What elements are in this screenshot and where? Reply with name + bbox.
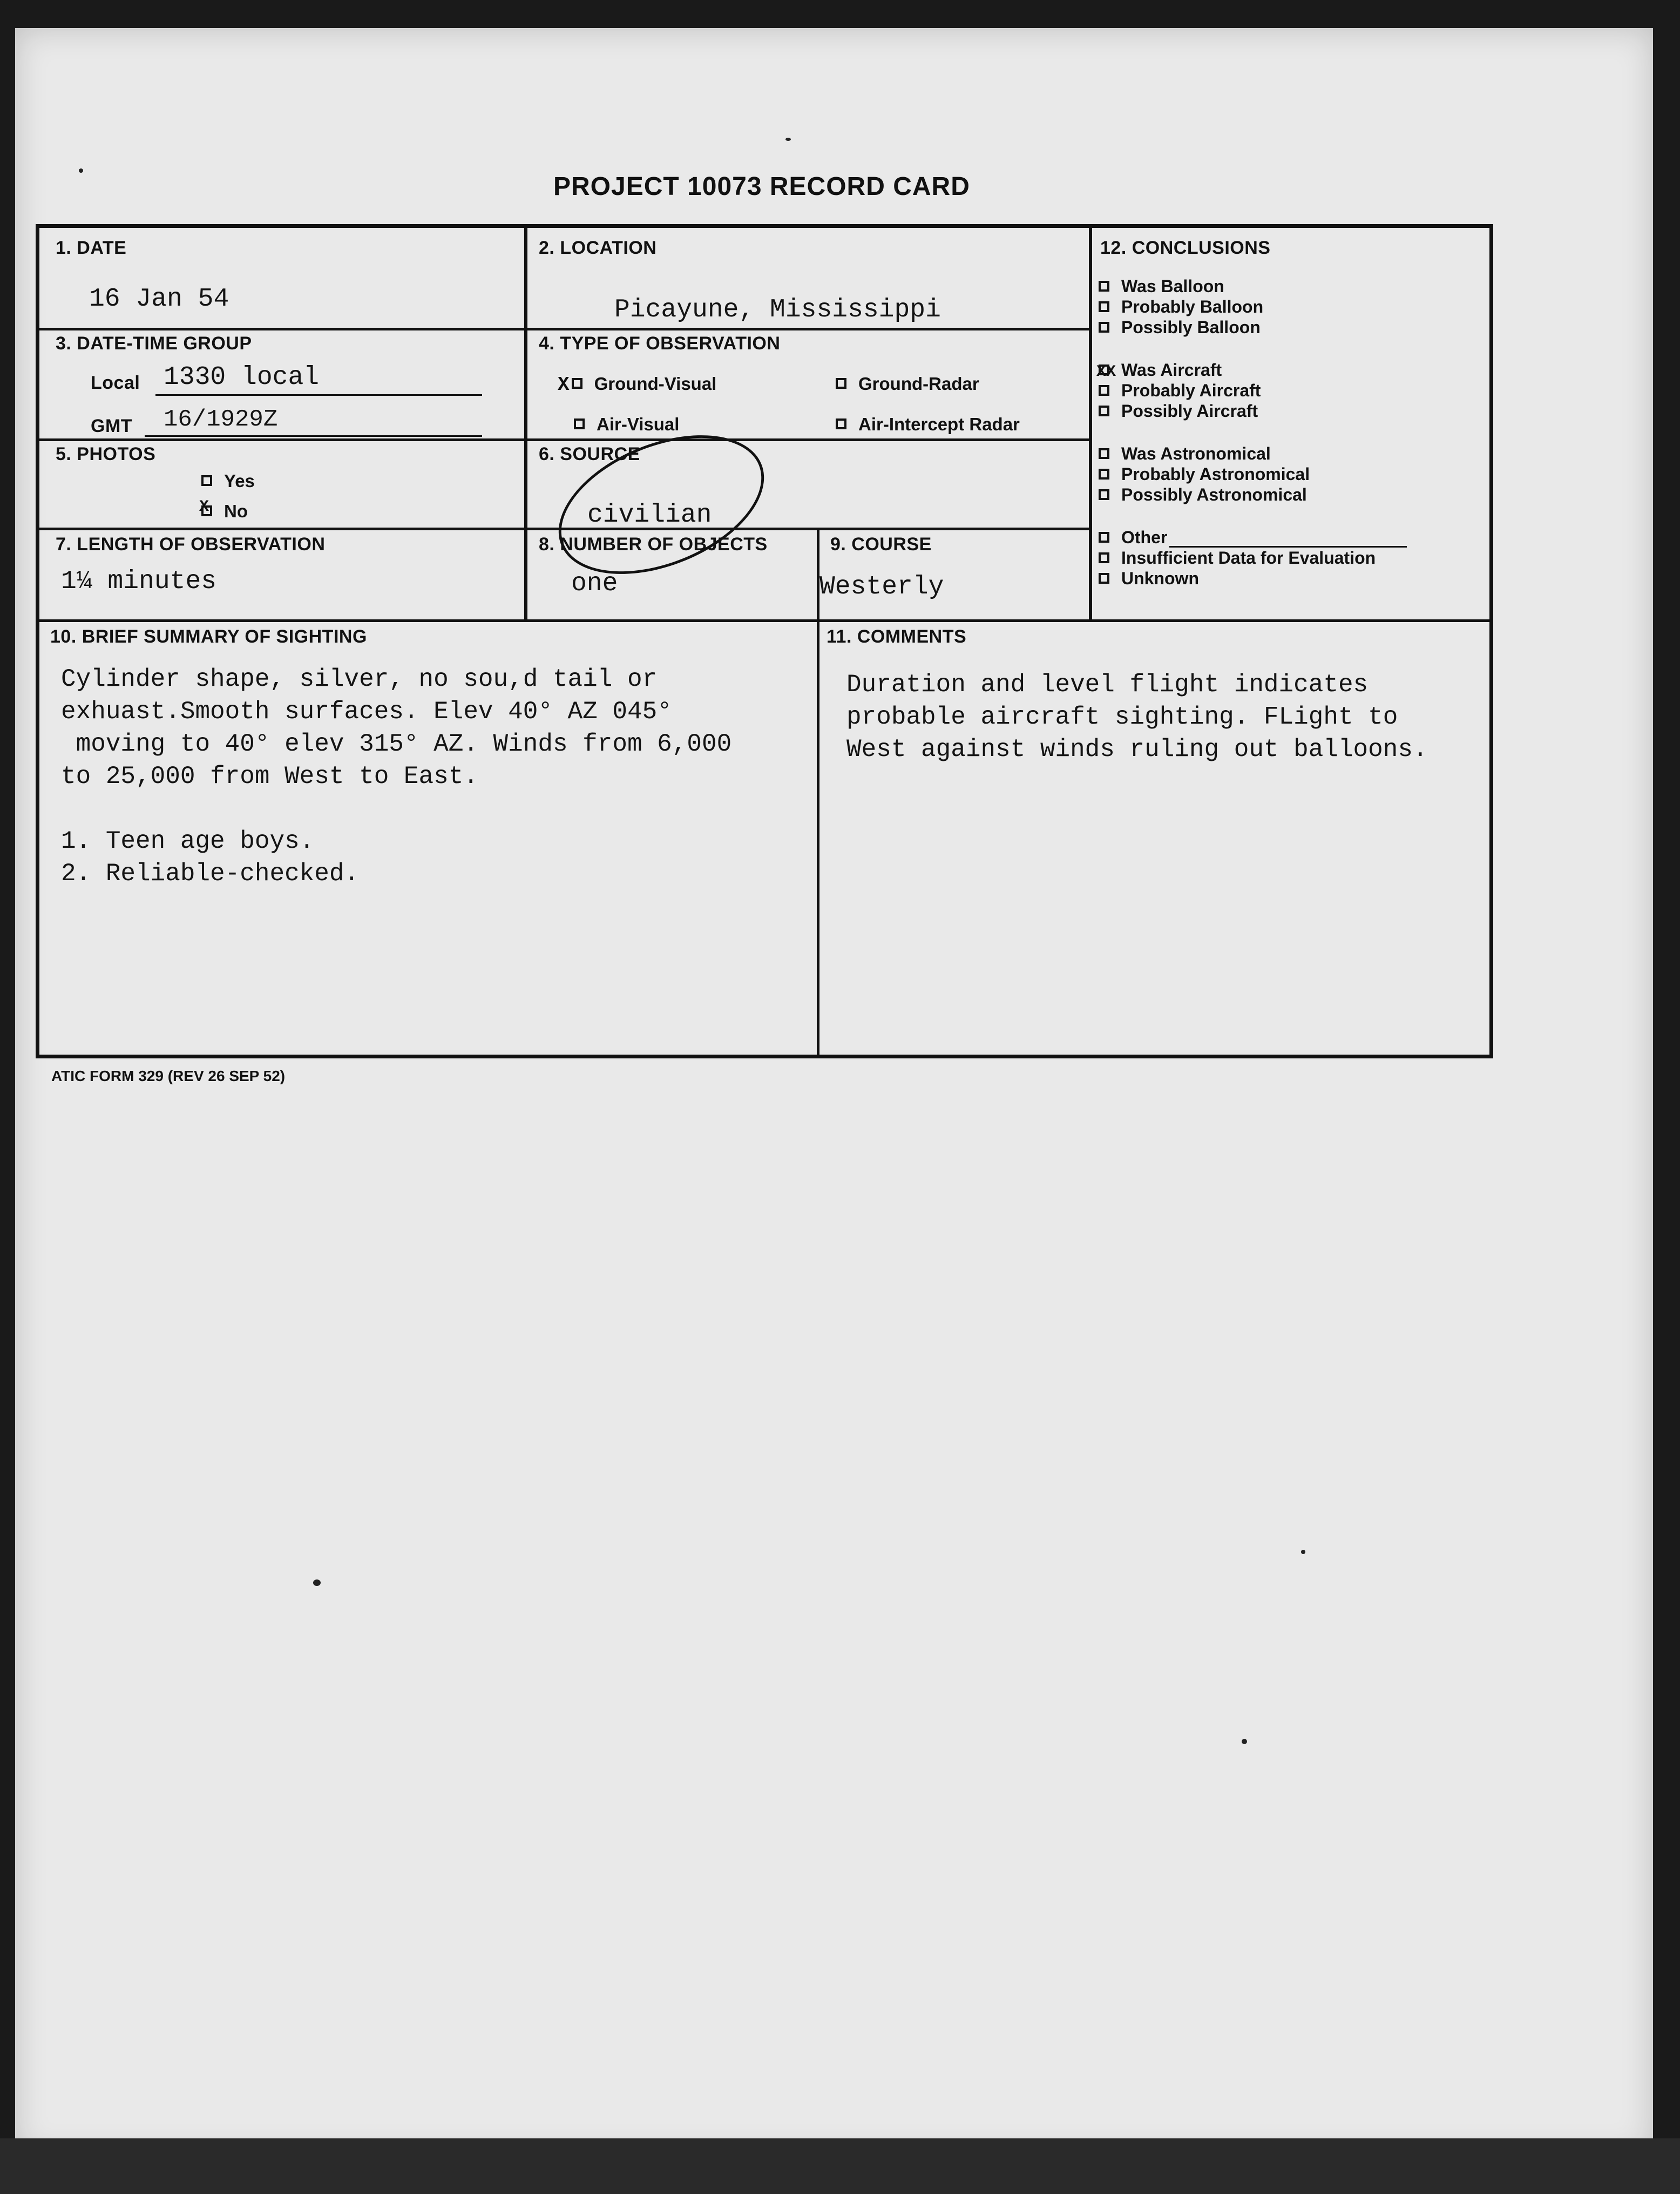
form-number: ATIC FORM 329 (REV 26 SEP 52) xyxy=(51,1068,286,1084)
course-value: Westerly xyxy=(819,572,944,602)
observation-type-label: 4. TYPE OF OBSERVATION xyxy=(539,333,781,354)
checkbox-icon xyxy=(836,378,846,389)
checkbox-icon xyxy=(1099,385,1109,396)
other-underline xyxy=(1169,546,1407,548)
checkbox-icon xyxy=(1099,573,1109,584)
checkbox-icon xyxy=(572,378,582,389)
scan-speck xyxy=(785,138,791,141)
record-card xyxy=(36,224,1493,1058)
summary-line: to 25,000 from West to East. xyxy=(61,762,478,791)
conclusion-option: Probably Aircraft xyxy=(1099,381,1261,401)
conclusion-option: Unknown xyxy=(1099,569,1199,589)
comments-label: 11. COMMENTS xyxy=(827,626,967,647)
summary-label: 10. BRIEF SUMMARY OF SIGHTING xyxy=(50,626,367,647)
comment-line: Duration and level flight indicates xyxy=(846,671,1369,699)
location-label: 2. LOCATION xyxy=(539,238,657,258)
option-photos-yes: Yes xyxy=(201,471,255,491)
checkbox-icon xyxy=(1099,448,1109,459)
checkbox-icon xyxy=(1099,281,1109,292)
checkbox-icon xyxy=(201,475,212,486)
option-ground-visual: X Ground-Visual xyxy=(558,374,717,396)
option-photos-no: X No xyxy=(199,498,248,521)
photos-label: 5. PHOTOS xyxy=(56,444,156,464)
scan-border xyxy=(0,2138,1680,2194)
conclusion-option: Possibly Aircraft xyxy=(1099,401,1258,421)
summary-line: moving to 40° elev 315° AZ. Winds from 6,000 xyxy=(61,730,732,758)
location-value: Picayune, Mississippi xyxy=(614,295,941,325)
date-label: 1. DATE xyxy=(56,238,127,258)
local-time-value: 1330 local xyxy=(164,363,320,392)
checkbox-icon xyxy=(1099,406,1109,416)
dtg-label: 3. DATE-TIME GROUP xyxy=(56,333,252,354)
comment-line: probable aircraft sighting. FLight to xyxy=(846,703,1398,731)
check-mark: X xyxy=(558,374,570,396)
scan-speck xyxy=(1301,1550,1305,1554)
objects-label: 8. NUMBER OF OBJECTS xyxy=(539,534,768,555)
source-label: 6. SOURCE xyxy=(539,444,640,464)
checkbox-icon xyxy=(836,418,846,429)
length-value: 1¼ minutes xyxy=(61,567,217,596)
checkbox-icon xyxy=(1099,532,1109,543)
check-mark: X xyxy=(199,498,209,516)
local-label: Local xyxy=(91,373,140,393)
option-ground-radar: Ground-Radar xyxy=(836,374,979,394)
conclusion-option: Was Balloon xyxy=(1099,276,1224,296)
conclusion-option: Other xyxy=(1099,528,1407,548)
scan-speck xyxy=(313,1579,321,1586)
conclusion-option: Possibly Astronomical xyxy=(1099,485,1307,505)
option-air-intercept-radar: Air-Intercept Radar xyxy=(836,414,1020,435)
checkbox-icon xyxy=(1099,469,1109,480)
checkbox-icon xyxy=(1099,489,1109,500)
gmt-label: GMT xyxy=(91,416,133,436)
objects-value: one xyxy=(571,569,618,598)
checkbox-icon xyxy=(574,418,585,429)
conclusion-option: Probably Balloon xyxy=(1099,297,1263,317)
scan-speck xyxy=(1242,1739,1247,1744)
length-label: 7. LENGTH OF OBSERVATION xyxy=(56,534,326,555)
checkbox-icon xyxy=(1099,364,1109,375)
checkbox-icon xyxy=(1099,552,1109,563)
checkbox-icon xyxy=(1099,322,1109,333)
gmt-value: 16/1929Z xyxy=(164,406,278,433)
conclusion-option: Was Astronomical xyxy=(1099,444,1271,464)
conclusion-option: XX Was Aircraft xyxy=(1096,360,1222,381)
conclusion-option: Possibly Balloon xyxy=(1099,318,1261,337)
summary-line: 2. Reliable-checked. xyxy=(61,860,360,888)
summary-line: Cylinder shape, silver, no sou,d tail or xyxy=(61,665,658,693)
conclusion-option: Probably Astronomical xyxy=(1099,464,1310,484)
summary-line: 1. Teen age boys. xyxy=(61,827,315,855)
date-value: 16 Jan 54 xyxy=(89,285,229,314)
scan-speck xyxy=(79,168,83,173)
course-label: 9. COURSE xyxy=(830,534,932,555)
card-title: PROJECT 10073 RECORD CARD xyxy=(553,172,970,201)
conclusion-option: Insufficient Data for Evaluation xyxy=(1099,548,1376,568)
source-value: civilian xyxy=(587,501,712,530)
summary-line: exhuast.Smooth surfaces. Elev 40° AZ 045° xyxy=(61,698,672,726)
conclusions-label: 12. CONCLUSIONS xyxy=(1100,238,1271,258)
checkbox-icon xyxy=(1099,301,1109,312)
option-air-visual: Air-Visual xyxy=(574,414,679,435)
comment-line: West against winds ruling out balloons. xyxy=(846,735,1428,764)
